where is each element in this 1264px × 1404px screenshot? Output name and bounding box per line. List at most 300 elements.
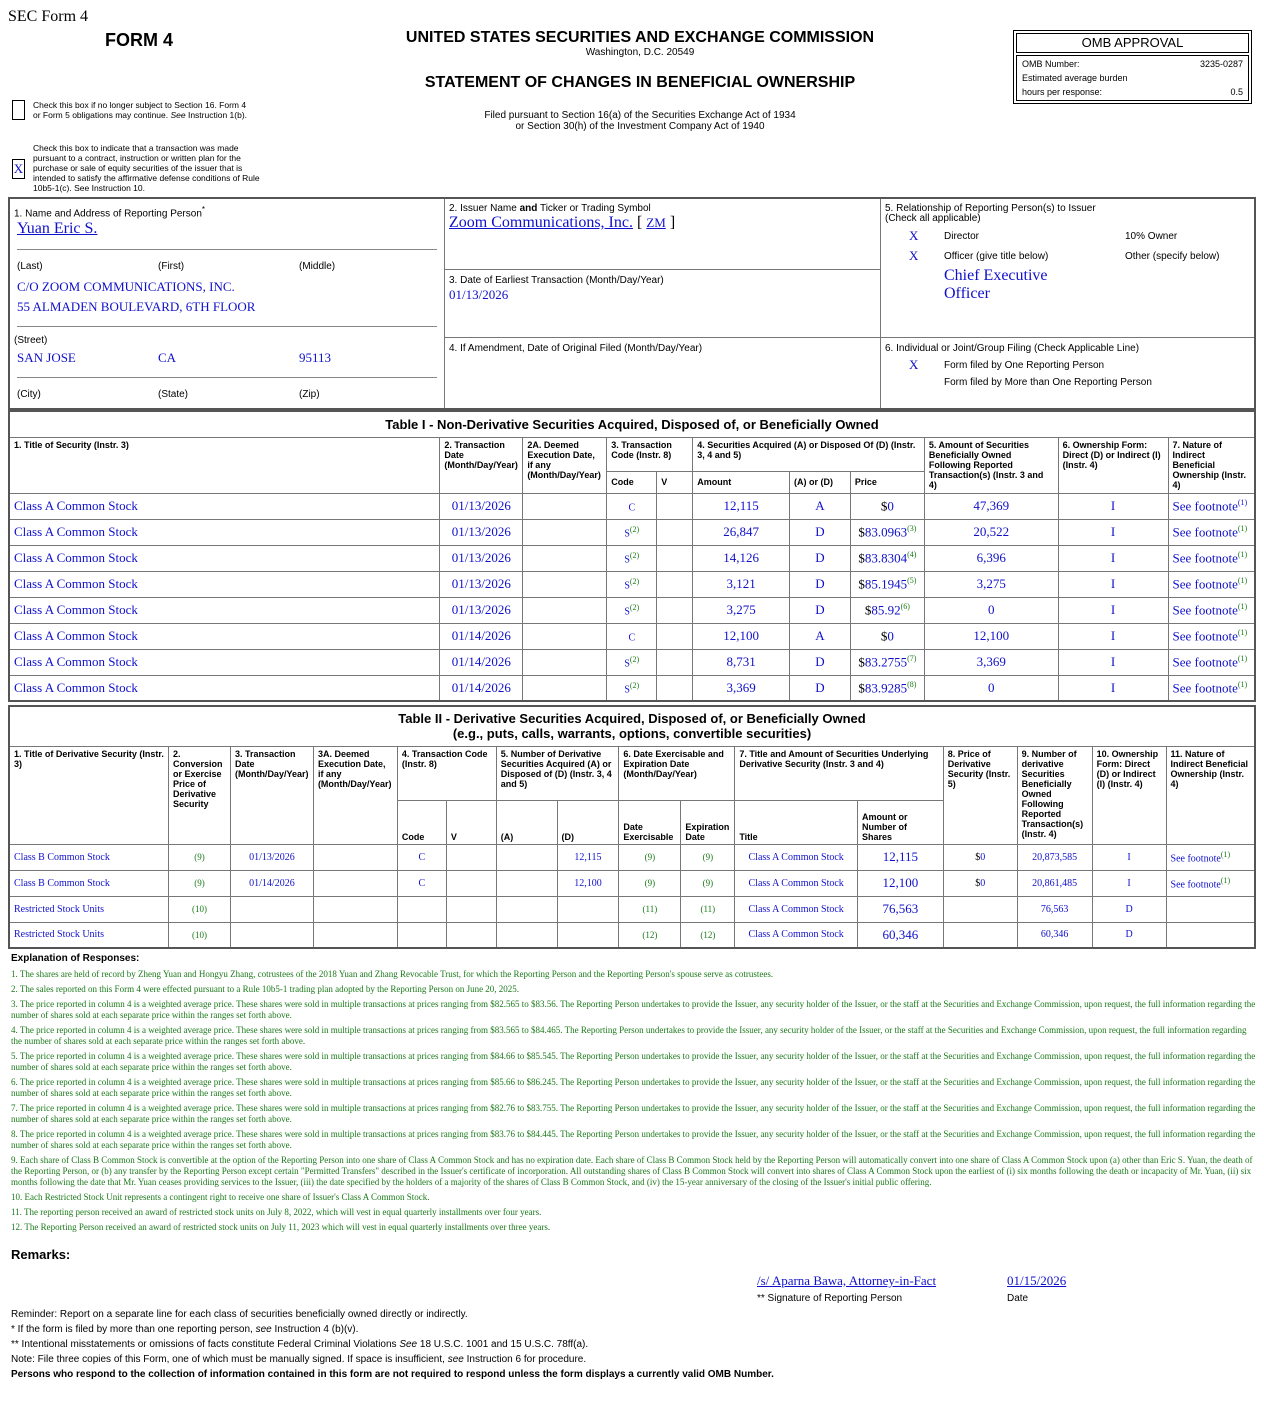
- t1-deemed: [523, 623, 607, 649]
- t2-h-uamount-sub: Amount or Number of Shares: [857, 800, 943, 844]
- t2-conv: (9): [168, 844, 230, 870]
- t1-price-dollar: $: [858, 679, 865, 695]
- note1-a: * If the form is filed by more than one reporting person,: [11, 1324, 256, 1335]
- t2-code: [397, 922, 446, 948]
- t1-nature: [1168, 649, 1255, 675]
- t1-price-value: 83.9285: [864, 679, 908, 695]
- t2-h-number: 5. Number of Derivative Securities Acquired (A) or Disposed of (D) (Instr. 3, 4 and 5): [496, 746, 619, 800]
- table2-title-line-1: Table II - Derivative Securities Acquired, Disposed of, or Beneficially Owned: [398, 711, 866, 727]
- t1-nature-fn: (1): [1237, 497, 1248, 507]
- t1-amount: 3,275: [693, 597, 790, 623]
- t1-h-ad-sub: (A) or (D): [790, 471, 851, 493]
- filed-line-2: or Section 30(h) of the Investment Company Act of 1940: [515, 121, 765, 132]
- t2-price-dollar: $: [975, 851, 981, 863]
- middle-label: (Middle): [299, 261, 336, 272]
- table-row: [9, 870, 1255, 896]
- t1-security-title: Class A Common Stock: [9, 675, 440, 701]
- t1-owned: 0: [924, 597, 1058, 623]
- note3-see: see: [447, 1354, 464, 1365]
- t1-nature-text: See footnote: [1172, 602, 1238, 618]
- reporting-person-label-text: 1. Name and Address of Reporting Person: [14, 208, 202, 220]
- footnote-9: 9. Each share of Class B Common Stock is convertible at the option of the Reporting Person into one share of Class A Common Stock and has no expiration date. Each share of Class B Common Stock held by the Reporting Person will automatically convert into one share of Class A Common Stock upon (a) other than Eric S. Yuan, the death of the Reporting Person, or (b) any transfer by the Reporting Person except certain "Permitted Transfers" described in the Issuer's certificate of incorporation. All outstanding shares of Class B Common Stock will convert into shares of Class A Common Stock upon the earliest of (i) six months following the death or incapacity of Mr. Yuan, (ii) six months following the date that Mr. Yuan ceases providing services to the Issuer, (iii) the date specified by the holders of a majority of the shares of Class B Common Stock, and (iv) the 15-year anniversary of the closing of the Issuer's initial public offering.: [11, 1155, 1253, 1187]
- t1-form: I: [1058, 571, 1168, 597]
- t1-price-value: 85.1945: [864, 576, 908, 592]
- filing-type-label: 6. Individual or Joint/Group Filing (Check Applicable Line): [885, 343, 1140, 354]
- t1-code-fn: (2): [629, 602, 640, 612]
- t2-a: [496, 870, 557, 896]
- t1-deemed: [523, 519, 607, 545]
- checkbox1-see: See: [170, 110, 186, 120]
- t2-v: [446, 896, 496, 922]
- t1-code-value: S: [624, 658, 630, 670]
- issuer-label-b: Ticker or Trading Symbol: [537, 203, 651, 214]
- t1-code: [607, 675, 657, 701]
- one-person-mark[interactable]: X: [909, 357, 919, 372]
- t1-h-form: 6. Ownership Form: Direct (D) or Indirect (I) (Instr. 4): [1058, 437, 1168, 493]
- t1-deemed: [523, 545, 607, 571]
- earliest-transaction-label: 3. Date of Earliest Transaction (Month/Day/Year): [449, 275, 664, 286]
- t1-nature-fn: (1): [1237, 601, 1248, 611]
- no-longer-subject-text: [33, 100, 273, 120]
- t1-deemed: [523, 675, 607, 701]
- t2-conv: (10): [168, 896, 230, 922]
- t1-price-value: 83.0963: [864, 524, 908, 540]
- other-label: Other (specify below): [1125, 251, 1220, 262]
- t2-h-price: 8. Price of Derivative Security (Instr. 5): [943, 746, 1017, 844]
- table-row: [9, 896, 1255, 922]
- zip-label: (Zip): [299, 389, 320, 400]
- amendment-label: 4. If Amendment, Date of Original Filed (Month/Day/Year): [449, 343, 703, 354]
- t1-price-fn: (8): [907, 679, 917, 689]
- t2-dex: (9): [619, 844, 681, 870]
- table-row: [9, 922, 1255, 948]
- t1-ad: D: [790, 597, 851, 623]
- t1-date: 01/14/2026: [440, 623, 523, 649]
- t2-h-a-sub: (A): [496, 800, 557, 844]
- officer-label: Officer (give title below): [944, 251, 1049, 262]
- note2-see: See: [399, 1339, 418, 1350]
- t1-deemed: [523, 493, 607, 519]
- t1-deemed: [523, 597, 607, 623]
- omb-number-value: 3235-0287: [1199, 59, 1243, 69]
- t2-h-conv: 2. Conversion or Exercise Price of Derivative Security: [168, 746, 230, 844]
- t1-owned: 20,522: [924, 519, 1058, 545]
- t1-code: [607, 597, 657, 623]
- t1-nature-text: See footnote: [1172, 524, 1238, 540]
- t2-nature-fn: (1): [1220, 849, 1231, 859]
- filed-line-1: Filed pursuant to Section 16(a) of the Securities Exchange Act of 1934: [484, 110, 796, 121]
- t2-nature: [1166, 844, 1255, 870]
- t1-form: I: [1058, 623, 1168, 649]
- ticker-link[interactable]: ZM: [646, 215, 666, 230]
- t1-h-title: 1. Title of Security (Instr. 3): [9, 437, 440, 493]
- t1-price-value: 83.8304: [864, 550, 908, 566]
- t1-nature-fn: (1): [1237, 627, 1248, 637]
- note2-b: 18 U.S.C. 1001 and 15 U.S.C. 78ff(a).: [417, 1339, 589, 1350]
- t1-date: 01/13/2026: [440, 597, 523, 623]
- t1-code-fn: (2): [629, 550, 640, 560]
- reporting-person-name-link[interactable]: Yuan Eric S.: [17, 220, 98, 237]
- t1-code-fn: (2): [629, 524, 640, 534]
- state-value: CA: [158, 350, 177, 365]
- omb-details: [1016, 55, 1249, 101]
- t1-nature-fn: (1): [1237, 549, 1248, 559]
- t2-nature-fn: (1): [1220, 875, 1231, 885]
- footnote-11: 11. The reporting person received an award of restricted stock units on July 8, 2022, which will vest in equal quarterly installments over four years.: [11, 1207, 542, 1217]
- more-persons-label: Form filed by More than One Reporting Person: [944, 377, 1152, 388]
- agency-name: UNITED STATES SECURITIES AND EXCHANGE COMMISSION: [405, 29, 875, 46]
- explanation-list: [11, 969, 1256, 1233]
- reporting-person-box: [10, 199, 445, 408]
- t1-h-code-sub: Code: [607, 471, 657, 493]
- date-label: Date: [1007, 1293, 1029, 1304]
- t1-security-title: Class A Common Stock: [9, 623, 440, 649]
- street-divider: [17, 326, 437, 327]
- t1-security-title: Class A Common Stock: [9, 519, 440, 545]
- table-row: [9, 649, 1255, 675]
- address-line-1: C/O ZOOM COMMUNICATIONS, INC.: [17, 279, 235, 294]
- footnote-4: 4. The price reported in column 4 is a weighted average price. These shares were sold in multiple transactions at prices ranging from $83.565 to $84.465. The Reporting Person undertakes to provide the Issuer, any security holder of the Issuer, or the staff at the Securities and Exchange Commission, upon request, the full information regarding the number of shares sold at each separate price within the ranges set forth above.: [11, 1025, 1247, 1046]
- omb-number-label: OMB Number:: [1022, 59, 1080, 69]
- checkbox1-text-b: or Form 5 obligations may continue.: [33, 110, 171, 120]
- t2-price-dollar: $: [975, 877, 981, 889]
- issuer-label-and: and: [519, 203, 538, 214]
- t1-nature-text: See footnote: [1172, 550, 1238, 566]
- footnote-5: 5. The price reported in column 4 is a weighted average price. These shares were sold in multiple transactions at prices ranging from $84.66 to $85.545. The Reporting Person undertakes to provide the Issuer, any security holder of the Issuer, or the staff at the Securities and Exchange Commission, upon request, the full information regarding the number of shares sold at each separate price within the ranges set forth above.: [11, 1051, 1256, 1072]
- t1-price-value: 85.92: [871, 602, 901, 618]
- relationship-sub: (Check all applicable): [885, 213, 981, 224]
- t1-security-title: Class A Common Stock: [9, 571, 440, 597]
- t1-price: [850, 545, 924, 571]
- sec-form-label: [8, 8, 88, 26]
- table-row: [9, 493, 1255, 519]
- t1-h-acquired: 4. Securities Acquired (A) or Disposed Of (D) (Instr. 3, 4 and 5): [693, 437, 925, 471]
- t1-price: [850, 597, 924, 623]
- footnote-3: 3. The price reported in column 4 is a weighted average price. These shares were sold in multiple transactions at prices ranging from $82.565 to $83.56. The Reporting Person undertakes to provide the Issuer, any security holder of the Issuer, or the staff at the Securities and Exchange Commission, upon request, the full information regarding the number of shares sold at each separate price within the ranges set forth above.: [11, 999, 1256, 1020]
- t2-title: Restricted Stock Units: [9, 922, 168, 948]
- t2-exp: (11): [681, 896, 735, 922]
- t2-d: 12,115: [557, 844, 619, 870]
- director-mark[interactable]: X: [909, 228, 919, 243]
- t1-ad: D: [790, 675, 851, 701]
- t1-price-dollar: $: [858, 550, 865, 566]
- table-row: [9, 545, 1255, 571]
- ten-percent-owner-label: 10% Owner: [1125, 231, 1178, 242]
- signature-label: ** Signature of Reporting Person: [757, 1293, 903, 1304]
- city-label: (City): [17, 389, 41, 400]
- t1-security-title: Class A Common Stock: [9, 597, 440, 623]
- t2-v: [446, 870, 496, 896]
- t2-h-v-sub: V: [446, 800, 496, 844]
- t2-h-title: 1. Title of Derivative Security (Instr. 3): [9, 746, 168, 844]
- t1-form: I: [1058, 675, 1168, 701]
- amendment-box: [445, 338, 881, 408]
- t2-exp: (12): [681, 922, 735, 948]
- issuer-line: [449, 214, 675, 232]
- agency-location: Washington, D.C. 20549: [585, 47, 695, 58]
- t1-code-value: S: [624, 528, 630, 540]
- t1-ad: D: [790, 649, 851, 675]
- t2-nature: [1166, 870, 1255, 896]
- t2-uamount: 76,563: [857, 896, 943, 922]
- table-derivative: [8, 705, 1256, 949]
- footer-notes: [11, 1307, 774, 1382]
- t1-nature: [1168, 675, 1255, 701]
- t1-h-deemed: 2A. Deemed Execution Date, if any (Month/Day/Year): [523, 437, 607, 493]
- t1-nature: [1168, 519, 1255, 545]
- t2-nature: [1166, 896, 1255, 922]
- t1-code-value: S: [624, 580, 630, 592]
- t1-price-dollar: $: [858, 524, 865, 540]
- t2-h-d-sub: (D): [557, 800, 619, 844]
- note-multiple-persons: [11, 1322, 774, 1337]
- t1-nature-text: See footnote: [1172, 679, 1238, 695]
- agency-block: [340, 29, 940, 132]
- t1-amount: 3,121: [693, 571, 790, 597]
- note1-b: Instruction 4 (b)(v).: [271, 1324, 359, 1335]
- t1-price-fn: (7): [907, 653, 917, 663]
- footnote-10: 10. Each Restricted Stock Unit represents a contingent right to receive one share of Issuer's Class A Common Stock.: [11, 1192, 430, 1202]
- omb-title: OMB APPROVAL: [1016, 33, 1249, 53]
- t1-price: [850, 649, 924, 675]
- t1-nature: [1168, 545, 1255, 571]
- t2-owned: 76,563: [1017, 896, 1092, 922]
- form-title: FORM 4: [105, 30, 174, 50]
- t1-price-dollar: $: [858, 576, 865, 592]
- t2-dex: (11): [619, 896, 681, 922]
- t2-deemed: [313, 922, 397, 948]
- t2-date: 01/14/2026: [230, 870, 313, 896]
- t2-form: I: [1092, 844, 1166, 870]
- table2-title: [9, 706, 1255, 746]
- t1-date: 01/14/2026: [440, 675, 523, 701]
- table-non-derivative: [8, 410, 1256, 702]
- rule-10b5-1-text: Check this box to indicate that a transaction was made pursuant to a contract, instruction or written plan for the purchase or sale of equity securities of the issuer that is intended to satisfy the affirmative defense conditions of Rule 10b5-1(c). See Instruction 10.: [33, 143, 260, 193]
- t1-price-value: 83.2755: [864, 654, 908, 670]
- omb-hours-value: 0.5: [1230, 87, 1243, 97]
- t1-code-fn: (2): [629, 680, 640, 690]
- t1-v: [657, 545, 693, 571]
- zip-value: 95113: [299, 350, 332, 365]
- t2-conv: (9): [168, 870, 230, 896]
- t1-price-fn: (4): [907, 549, 917, 559]
- note-copies: [11, 1352, 774, 1367]
- t1-price-fn: (3): [907, 523, 917, 533]
- t1-h-code: 3. Transaction Code (Instr. 8): [607, 437, 693, 471]
- t2-h-owned: 9. Number of derivative Securities Beneficially Owned Following Reported Transaction(s) (Instr. 4): [1017, 746, 1092, 844]
- t2-v: [446, 844, 496, 870]
- name-divider: [17, 249, 437, 250]
- t1-ad: A: [790, 493, 851, 519]
- t1-owned: 6,396: [924, 545, 1058, 571]
- t2-owned: 20,873,585: [1017, 844, 1092, 870]
- t1-code-fn: (2): [629, 576, 640, 586]
- t2-title: Restricted Stock Units: [9, 896, 168, 922]
- t1-amount: 14,126: [693, 545, 790, 571]
- t2-dex: (9): [619, 870, 681, 896]
- reminder-note: Reminder: Report on a separate line for each class of securities beneficially owned directly or indirectly.: [11, 1309, 468, 1320]
- t1-nature-text: See footnote: [1172, 576, 1238, 592]
- t2-code: C: [397, 844, 446, 870]
- t2-deemed: [313, 844, 397, 870]
- t2-uamount: 60,346: [857, 922, 943, 948]
- relationship-box: [881, 199, 1254, 338]
- reporting-person-star: *: [201, 205, 206, 214]
- t2-a: [496, 922, 557, 948]
- t1-nature-text: See footnote: [1172, 628, 1238, 644]
- filing-type-box: [881, 338, 1254, 408]
- t2-owned: 20,861,485: [1017, 870, 1092, 896]
- t2-utitle: Class A Common Stock: [735, 896, 858, 922]
- t1-security-title: Class A Common Stock: [9, 545, 440, 571]
- t1-h-owned: 5. Amount of Securities Beneficially Owned Following Reported Transaction(s) (Instr. 3 and 4): [924, 437, 1058, 493]
- t1-price-fn: (5): [907, 575, 917, 585]
- relationship-label: 5. Relationship of Reporting Person(s) to Issuer: [885, 203, 1096, 214]
- issuer-name-link[interactable]: Zoom Communications, Inc.: [449, 214, 633, 231]
- t2-nature-text: See footnote: [1170, 879, 1221, 891]
- t1-v: [657, 571, 693, 597]
- t2-d: [557, 896, 619, 922]
- t1-owned: 3,275: [924, 571, 1058, 597]
- t1-amount: 3,369: [693, 675, 790, 701]
- issuer-label: [449, 203, 651, 214]
- t1-nature: [1168, 493, 1255, 519]
- no-longer-subject-checkbox[interactable]: [12, 100, 25, 120]
- officer-title-line-1: Chief Executive: [944, 267, 1048, 284]
- t2-h-deemed: 3A. Deemed Execution Date, if any (Month/Day/Year): [313, 746, 397, 844]
- t2-utitle: Class A Common Stock: [735, 870, 858, 896]
- rule-10b5-1-checkbox[interactable]: X: [12, 159, 25, 179]
- t1-security-title: Class A Common Stock: [9, 649, 440, 675]
- t2-nature: [1166, 922, 1255, 948]
- director-label: Director: [944, 231, 980, 242]
- city-divider: [17, 377, 437, 378]
- t1-form: I: [1058, 545, 1168, 571]
- officer-mark[interactable]: X: [909, 248, 919, 263]
- table-row: [9, 597, 1255, 623]
- t1-deemed: [523, 649, 607, 675]
- t1-price: [850, 519, 924, 545]
- t1-form: I: [1058, 597, 1168, 623]
- sec-form-text: SEC Form 4: [8, 8, 89, 25]
- t2-h-form: 10. Ownership Form: Direct (D) or Indirect (I) (Instr. 4): [1092, 746, 1166, 844]
- t1-date: 01/13/2026: [440, 519, 523, 545]
- t2-date: 01/13/2026: [230, 844, 313, 870]
- t1-nature: [1168, 571, 1255, 597]
- t1-code-value: C: [628, 632, 636, 644]
- t1-nature: [1168, 597, 1255, 623]
- t1-h-price-sub: Price: [850, 471, 924, 493]
- footnote-7: 7. The price reported in column 4 is a weighted average price. These shares were sold in multiple transactions at prices ranging from $82.76 to $83.755. The Reporting Person undertakes to provide the Issuer, any security holder of the Issuer, or the staff at the Securities and Exchange Commission, upon request, the full information regarding the number of shares sold at each separate price within the ranges set forth above.: [11, 1103, 1256, 1124]
- table-row: [9, 571, 1255, 597]
- t2-price-value: 0: [980, 851, 986, 863]
- t2-d: 12,100: [557, 870, 619, 896]
- t1-owned: 47,369: [924, 493, 1058, 519]
- t1-code: [607, 623, 657, 649]
- signature-link[interactable]: /s/ Aparna Bawa, Attorney-in-Fact: [757, 1273, 937, 1288]
- note2-a: ** Intentional misstatements or omissions of facts constitute Federal Criminal Violations: [11, 1339, 400, 1350]
- t1-v: [657, 649, 693, 675]
- issuer-label-a: 2. Issuer Name: [449, 203, 520, 214]
- t2-date: [230, 922, 313, 948]
- t2-utitle: Class A Common Stock: [735, 922, 858, 948]
- t2-a: [496, 844, 557, 870]
- t2-form: D: [1092, 896, 1166, 922]
- t1-nature-fn: (1): [1237, 523, 1248, 533]
- remarks-title: Remarks:: [11, 1247, 71, 1262]
- t2-h-underlying: 7. Title and Amount of Securities Underlying Derivative Security (Instr. 3 and 4): [735, 746, 943, 800]
- t1-security-title: Class A Common Stock: [9, 493, 440, 519]
- t2-uamount: 12,115: [857, 844, 943, 870]
- t1-h-amount-sub: Amount: [693, 471, 790, 493]
- t1-amount: 26,847: [693, 519, 790, 545]
- address-line-2: 55 ALMADEN BOULEVARD, 6TH FLOOR: [17, 299, 256, 314]
- t1-nature-text: See footnote: [1172, 654, 1238, 670]
- t1-form: I: [1058, 519, 1168, 545]
- note3-b: Instruction 6 for procedure.: [463, 1354, 587, 1365]
- t1-date: 01/14/2026: [440, 649, 523, 675]
- t1-v: [657, 519, 693, 545]
- t1-price-dollar: $: [864, 602, 872, 618]
- earliest-transaction-box: [445, 270, 881, 338]
- t2-dex: (12): [619, 922, 681, 948]
- t1-nature-fn: (1): [1237, 679, 1248, 689]
- t1-nature-fn: (1): [1237, 575, 1248, 585]
- t2-h-dex-sub: Date Exercisable: [619, 800, 681, 844]
- t2-exp: (9): [681, 844, 735, 870]
- table2-title-line-2: (e.g., puts, calls, warrants, options, convertible securities): [452, 726, 812, 742]
- signature-date-link[interactable]: 01/15/2026: [1007, 1273, 1067, 1288]
- bracket-open: [: [636, 214, 643, 231]
- t1-date: 01/13/2026: [440, 545, 523, 571]
- t1-h-v-sub: V: [657, 471, 693, 493]
- t2-form: I: [1092, 870, 1166, 896]
- t2-price: [943, 922, 1017, 948]
- t1-price-fn: (6): [900, 601, 910, 611]
- t2-deemed: [313, 870, 397, 896]
- t1-owned: 0: [924, 675, 1058, 701]
- t1-price: [850, 623, 924, 649]
- first-label: (First): [158, 261, 185, 272]
- last-label: (Last): [17, 261, 43, 272]
- t1-nature-fn: (1): [1237, 653, 1248, 663]
- t1-ad: D: [790, 545, 851, 571]
- t2-exp: (9): [681, 870, 735, 896]
- t1-code: [607, 519, 657, 545]
- footnote-12: 12. The Reporting Person received an award of restricted stock units on July 11, 2023 which will vest in equal quarterly installments over three years.: [11, 1222, 551, 1232]
- t2-title: Class B Common Stock: [9, 870, 168, 896]
- t2-v: [446, 922, 496, 948]
- t1-code-value: C: [628, 502, 636, 514]
- t2-h-date: 3. Transaction Date (Month/Day/Year): [230, 746, 313, 844]
- t1-ad: A: [790, 623, 851, 649]
- note-misstatements: [11, 1337, 774, 1352]
- footnote-8: 8. The price reported in column 4 is a weighted average price. These shares were sold in multiple transactions at prices ranging from $83.76 to $84.445. The Reporting Person undertakes to provide the Issuer, any security holder of the Issuer, or the staff at the Securities and Exchange Commission, upon request, the full information regarding the number of shares sold at each separate price within the ranges set forth above.: [11, 1129, 1256, 1150]
- t1-price-value: 0: [887, 498, 894, 514]
- omb-hours-label: hours per response:: [1022, 87, 1103, 97]
- t1-v: [657, 623, 693, 649]
- footnote-1: 1. The shares are held of record by Zheng Yuan and Hongyu Zhang, cotrustees of the 2018 Yuan and Zhang Revocable Trust, for which the Reporting Person and the Reporting Person's spouse serve as cotrustees.: [11, 969, 774, 979]
- t1-form: I: [1058, 493, 1168, 519]
- t2-price: [943, 896, 1017, 922]
- t1-v: [657, 597, 693, 623]
- t2-date: [230, 896, 313, 922]
- t2-price-value: 0: [980, 877, 986, 889]
- t1-deemed: [523, 571, 607, 597]
- omb-approval-box: [1013, 30, 1252, 104]
- t1-code: [607, 571, 657, 597]
- issuer-box: [445, 199, 881, 270]
